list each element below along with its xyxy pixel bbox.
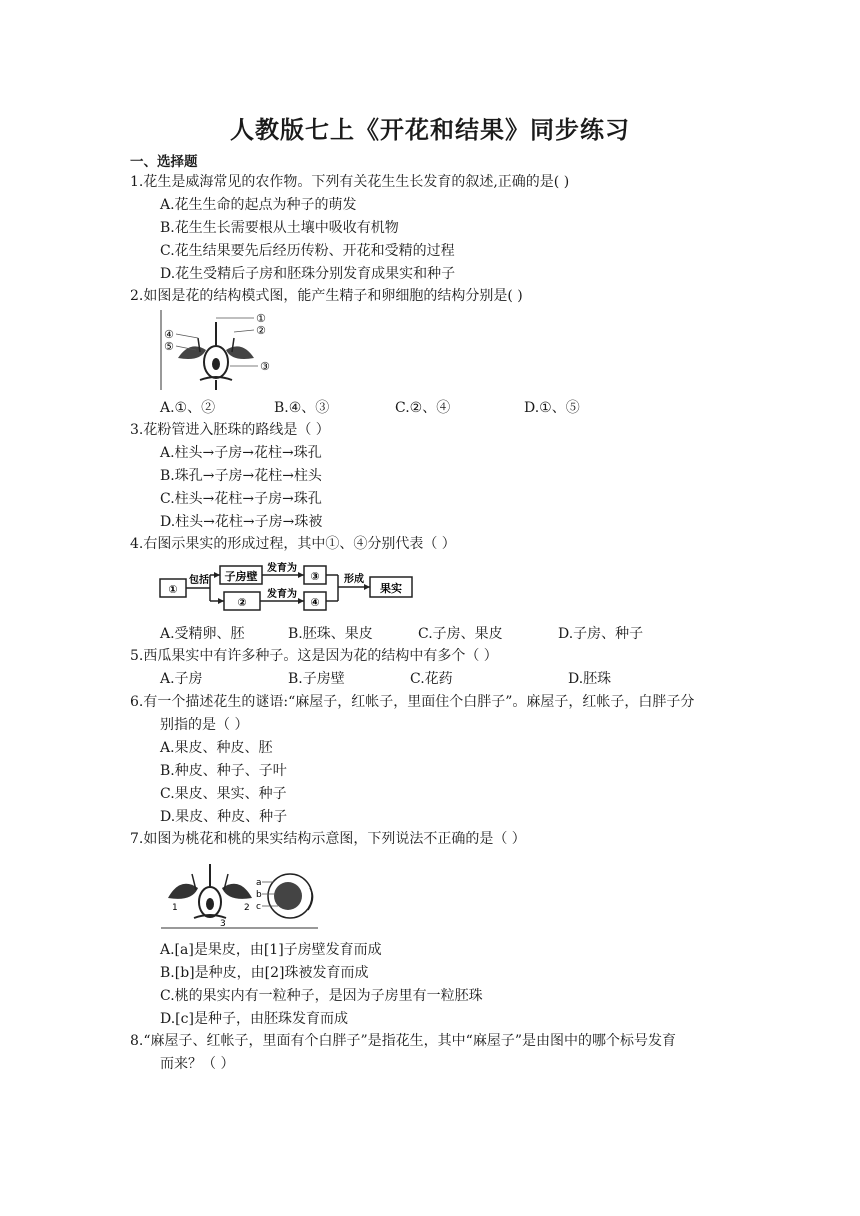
fig2-label-1: ① [256, 312, 266, 325]
fig2-label-3: ③ [260, 360, 270, 373]
question-3-stem: 3.花粉管进入胚珠的路线是（ ） [130, 422, 330, 438]
flow-word-develops-1: 发育为 [267, 563, 297, 574]
question-2-option-b: B.④、③ [274, 400, 330, 416]
question-6-stem: 6.有一个描述花生的谜语:“麻屋子，红帐子，里面住个白胖子”。麻屋子，红帐子，白胖子分 [130, 694, 695, 710]
question-4-option-a: A.受精卵、胚 [160, 626, 245, 642]
question-5-option-b: B.子房壁 [288, 671, 345, 687]
question-5-stem: 5.西瓜果实中有许多种子。这是因为花的结构中有多个（ ） [130, 648, 498, 664]
question-1-option-d: D.花生受精后子房和胚珠分别发育成果实和种子 [160, 266, 456, 282]
question-7-option-c: C.桃的果实内有一粒种子，是因为子房里有一粒胚珠 [160, 988, 483, 1004]
fruit-formation-flowchart [158, 562, 416, 614]
question-4-option-b: B.胚珠、果皮 [288, 626, 373, 642]
question-6-option-d: D.果皮、种皮、种子 [160, 809, 288, 825]
fig2-label-5: ⑤ [164, 340, 174, 353]
question-7-option-b: B.[b]是种皮，由[2]珠被发育而成 [160, 965, 369, 981]
fig7-label-a: a [256, 878, 262, 888]
question-2-option-d: D.①、⑤ [524, 400, 580, 416]
fig2-label-4: ④ [164, 328, 174, 341]
question-1-option-c: C.花生结果要先后经历传粉、开花和受精的过程 [160, 243, 455, 259]
question-6-option-b: B.种皮、种子、子叶 [160, 763, 287, 779]
flow-box-4: ④ [310, 596, 320, 609]
fig7-label-3: 3 [220, 919, 226, 929]
fig7-label-2: 2 [244, 903, 250, 913]
flow-box-1: ① [168, 583, 178, 596]
question-5-option-d: D.胚珠 [568, 671, 612, 687]
section-heading: 一、选择题 [130, 154, 198, 170]
question-5-option-c: C.花药 [410, 671, 453, 687]
question-3-option-b: B.珠孔→子房→花柱→柱头 [160, 468, 322, 484]
flow-box-2: ② [237, 596, 247, 609]
question-7-option-a: A.[a]是果皮，由[1]子房壁发育而成 [160, 942, 382, 958]
question-6-option-c: C.果皮、果实、种子 [160, 786, 287, 802]
question-5-option-a: A.子房 [160, 671, 203, 687]
flow-word-includes: 包括 [189, 575, 209, 586]
question-6-stem-continued: 别指的是（ ） [160, 717, 249, 733]
question-4-stem: 4.右图示果实的形成过程，其中①、④分别代表（ ） [130, 536, 456, 552]
flow-word-develops-2: 发育为 [267, 589, 297, 600]
question-2-options [0, 398, 860, 418]
fig7-label-b: b [256, 890, 262, 900]
flow-box-fruit: 果实 [380, 582, 402, 595]
question-5-options [0, 669, 860, 689]
question-6-option-a: A.果皮、种皮、胚 [160, 740, 273, 756]
question-7-option-d: D.[c]是种子，由胚珠发育而成 [160, 1011, 348, 1027]
question-1-stem: 1.花生是威海常见的农作物。下列有关花生生长发育的叙述,正确的是( ) [130, 174, 570, 190]
flow-box-3: ③ [310, 570, 320, 583]
flow-word-forms: 形成 [344, 574, 364, 585]
question-1-option-b: B.花生生长需要根从土壤中吸收有机物 [160, 220, 399, 236]
question-3-option-d: D.柱头→花柱→子房→珠被 [160, 514, 323, 530]
question-8-stem: 8.“麻屋子、红帐子，里面有个白胖子”是指花生，其中“麻屋子”是由图中的哪个标号发育 [130, 1033, 676, 1049]
question-8-stem-continued: 而来？（ ） [160, 1056, 235, 1072]
question-2-option-c: C.②、④ [395, 400, 451, 416]
question-3-option-a: A.柱头→子房→花柱→珠孔 [160, 445, 322, 461]
question-2-option-a: A.①、② [160, 400, 216, 416]
flower-structure-figure [160, 310, 272, 390]
fig7-label-c: c [256, 902, 261, 912]
question-1-option-a: A.花生生命的起点为种子的萌发 [160, 197, 357, 213]
fig7-label-1: 1 [172, 903, 178, 913]
page-title: 人教版七上《开花和结果》同步练习 [230, 115, 630, 144]
fig2-label-2: ② [256, 324, 266, 337]
question-4-option-c: C.子房、果皮 [418, 626, 503, 642]
question-4-option-d: D.子房、种子 [558, 626, 644, 642]
question-4-options [0, 624, 860, 644]
question-3-option-c: C.柱头→花柱→子房→珠孔 [160, 491, 322, 507]
question-7-stem: 7.如图为桃花和桃的果实结构示意图，下列说法不正确的是（ ） [130, 831, 526, 847]
flow-box-ovary-wall: 子房壁 [224, 570, 258, 583]
question-2-stem: 2.如图是花的结构模式图，能产生精子和卵细胞的结构分别是( ) [130, 288, 523, 304]
peach-flower-fruit-figure [160, 858, 320, 934]
